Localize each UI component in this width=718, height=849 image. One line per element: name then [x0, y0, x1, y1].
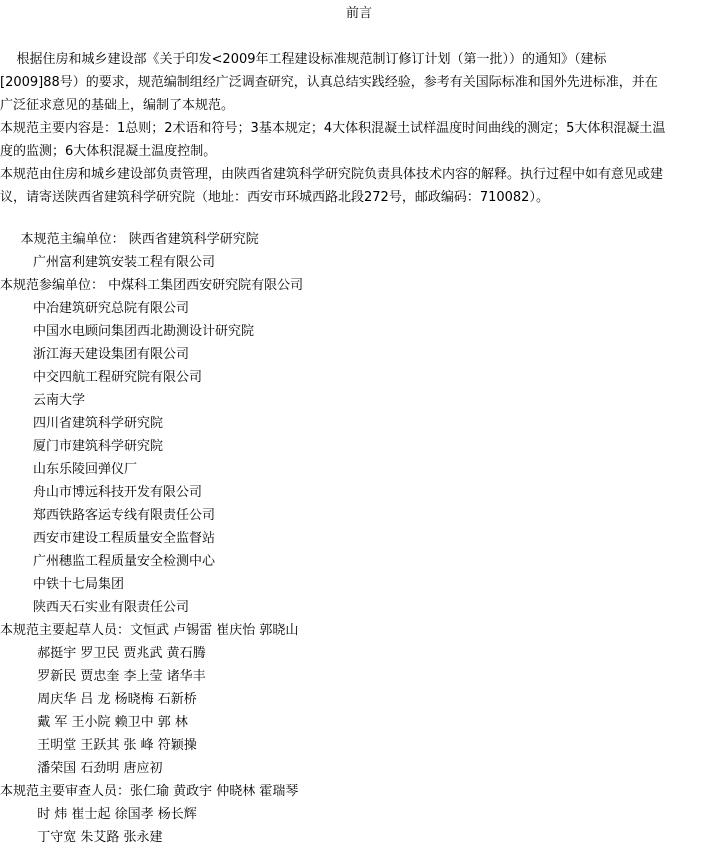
intro-line-1: 根据住房和城乡建设部《关于印发<2009年工程建设标准规范制订修订计划（第一批））的通知》（建标 — [0, 52, 607, 67]
drafters-line: 周庆华 吕 龙 杨晓梅 石新桥 — [0, 692, 197, 707]
participating-unit: 舟山市博远科技开发有限公司 — [0, 485, 203, 500]
participating-unit: 中交四航工程研究院有限公司 — [0, 370, 203, 385]
drafters-line: 本规范主要起草人员：文恒武 卢锡雷 崔庆怡 郭晓山 — [0, 623, 299, 638]
intro-line-2: [2009]88号）的要求，规范编制组经广泛调查研究，认真总结实践经验，参考有关国际标准和国外先进标准，并在 — [0, 75, 658, 90]
participating-unit: 郑西铁路客运专线有限责任公司 — [0, 508, 216, 523]
page-title: 前言 — [345, 6, 372, 21]
drafters-line: 潘荣国 石劲明 唐应初 — [0, 761, 163, 776]
participating-unit: 厦门市建筑科学研究院 — [0, 439, 164, 454]
chief-unit-line: 本规范主编单位： 陕西省建筑科学研究院 — [0, 232, 259, 247]
participating-unit: 中铁十七局集团 — [0, 577, 125, 592]
participating-unit: 陕西天石实业有限责任公司 — [0, 600, 190, 615]
drafters-line: 郝挺宇 罗卫民 贾兆武 黄石腾 — [0, 646, 206, 661]
chief-unit-line-2: 广州富利建筑安装工程有限公司 — [0, 255, 216, 270]
reviewers-line: 本规范主要审查人员：张仁瑜 黄政宇 仲晓林 霍瑞琴 — [0, 784, 299, 799]
participating-unit: 广州穗监工程质量安全检测中心 — [0, 554, 216, 569]
participating-unit: 山东乐陵回弹仪厂 — [0, 462, 138, 477]
intro-line-7: 议，请寄送陕西省建筑科学研究院（地址：西安市环城西路北段272号，邮政编码：710082）。 — [0, 190, 549, 205]
participating-unit: 四川省建筑科学研究院 — [0, 416, 164, 431]
participating-unit: 中国水电顾问集团西北勘测设计研究院 — [0, 324, 255, 339]
reviewers-line: 时 炜 崔士起 徐国孝 杨长辉 — [0, 807, 197, 822]
participating-unit: 西安市建设工程质量安全监督站 — [0, 531, 216, 546]
drafters-line: 王明堂 王跃其 张 峰 符颖操 — [0, 738, 197, 753]
intro-line-4: 本规范主要内容是：1总则；2术语和符号；3基本规定；4大体积混凝土试样温度时间曲线的测定；5大体积混凝土温 — [0, 121, 666, 136]
drafters-line: 罗新民 贾忠奎 李上莹 诸华丰 — [0, 669, 206, 684]
drafters-line: 戴 军 王小院 赖卫中 郭 林 — [0, 715, 188, 730]
reviewers-line: 丁守宽 朱艾路 张永建 — [0, 830, 163, 845]
intro-line-6: 本规范由住房和城乡建设部负责管理，由陕西省建筑科学研究院负责具体技术内容的解释。执行过程中如有意见或建 — [0, 167, 664, 182]
intro-line-5: 度的监测；6大体积混凝土温度控制。 — [0, 144, 217, 159]
participating-unit: 浙江海天建设集团有限公司 — [0, 347, 190, 362]
participating-units-line: 本规范参编单位： 中煤科工集团西安研究院有限公司 — [0, 278, 304, 293]
participating-unit: 云南大学 — [0, 393, 86, 408]
participating-unit: 中冶建筑研究总院有限公司 — [0, 301, 190, 316]
intro-line-3: 广泛征求意见的基础上，编制了本规范。 — [0, 98, 235, 113]
